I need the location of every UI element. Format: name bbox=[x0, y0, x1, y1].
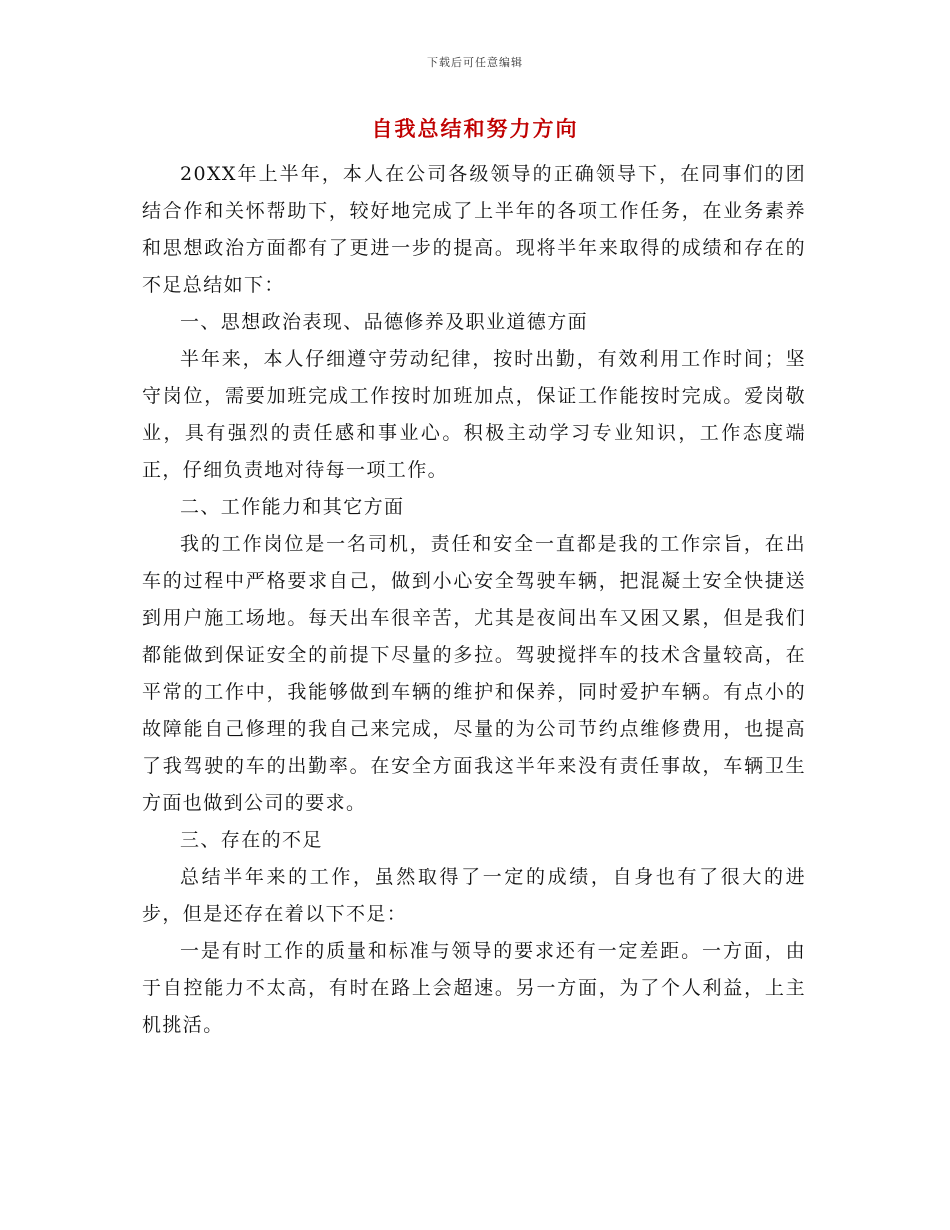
section-heading-3: 三、存在的不足 bbox=[180, 829, 323, 851]
header-note: 下载后可任意编辑 bbox=[427, 56, 523, 69]
paragraph-section-3-point-1: 一是有时工作的质量和标准与领导的要求还有一定差距。一方面，由于自控能力不太高，有时在路上会超速。另一方面，为了个人利益，上主机挑活。 bbox=[142, 940, 806, 1036]
section-heading-2: 二、工作能力和其它方面 bbox=[180, 496, 405, 518]
section-heading-1: 一、思想政治表现、品德修养及职业道德方面 bbox=[180, 311, 589, 333]
paragraph-section-3-intro: 总结半年来的工作，虽然取得了一定的成绩，自身也有了很大的进步，但是还存在着以下不足： bbox=[142, 866, 806, 925]
document-body bbox=[142, 156, 806, 1044]
paragraph-intro: 20XX年上半年，本人在公司各级领导的正确领导下，在同事们的团结合作和关怀帮助下，较好地完成了上半年的各项工作任务，在业务素养和思想政治方面都有了更进一步的提高。现将半年来取得的成绩和存在的不足总结如下： bbox=[142, 163, 806, 296]
paragraph-section-2: 我的工作岗位是一名司机，责任和安全一直都是我的工作宗旨，在出车的过程中严格要求自己，做到小心安全驾驶车辆，把混凝土安全快捷送到用户施工场地。每天出车很辛苦，尤其是夜间出车又困又累，但是我们都能做到保证安全的前提下尽量的多拉。驾驶搅拌车的技术含量较高，在平常的工作中，我能够做到车辆的维护和保养，同时爱护车辆。有点小的故障能自己修理的我自己来完成，尽量的为公司节约点维修费用，也提高了我驾驶的车的出勤率。在安全方面我这半年来没有责任事故，车辆卫生方面也做到公司的要求。 bbox=[142, 533, 806, 814]
document-title: 自我总结和努力方向 bbox=[371, 116, 579, 141]
paragraph-section-1: 半年来，本人仔细遵守劳动纪律，按时出勤，有效利用工作时间；坚守岗位，需要加班完成工作按时加班加点，保证工作能按时完成。爱岗敬业，具有强烈的责任感和事业心。积极主动学习专业知识，工作态度端正，仔细负责地对待每一项工作。 bbox=[142, 348, 806, 481]
